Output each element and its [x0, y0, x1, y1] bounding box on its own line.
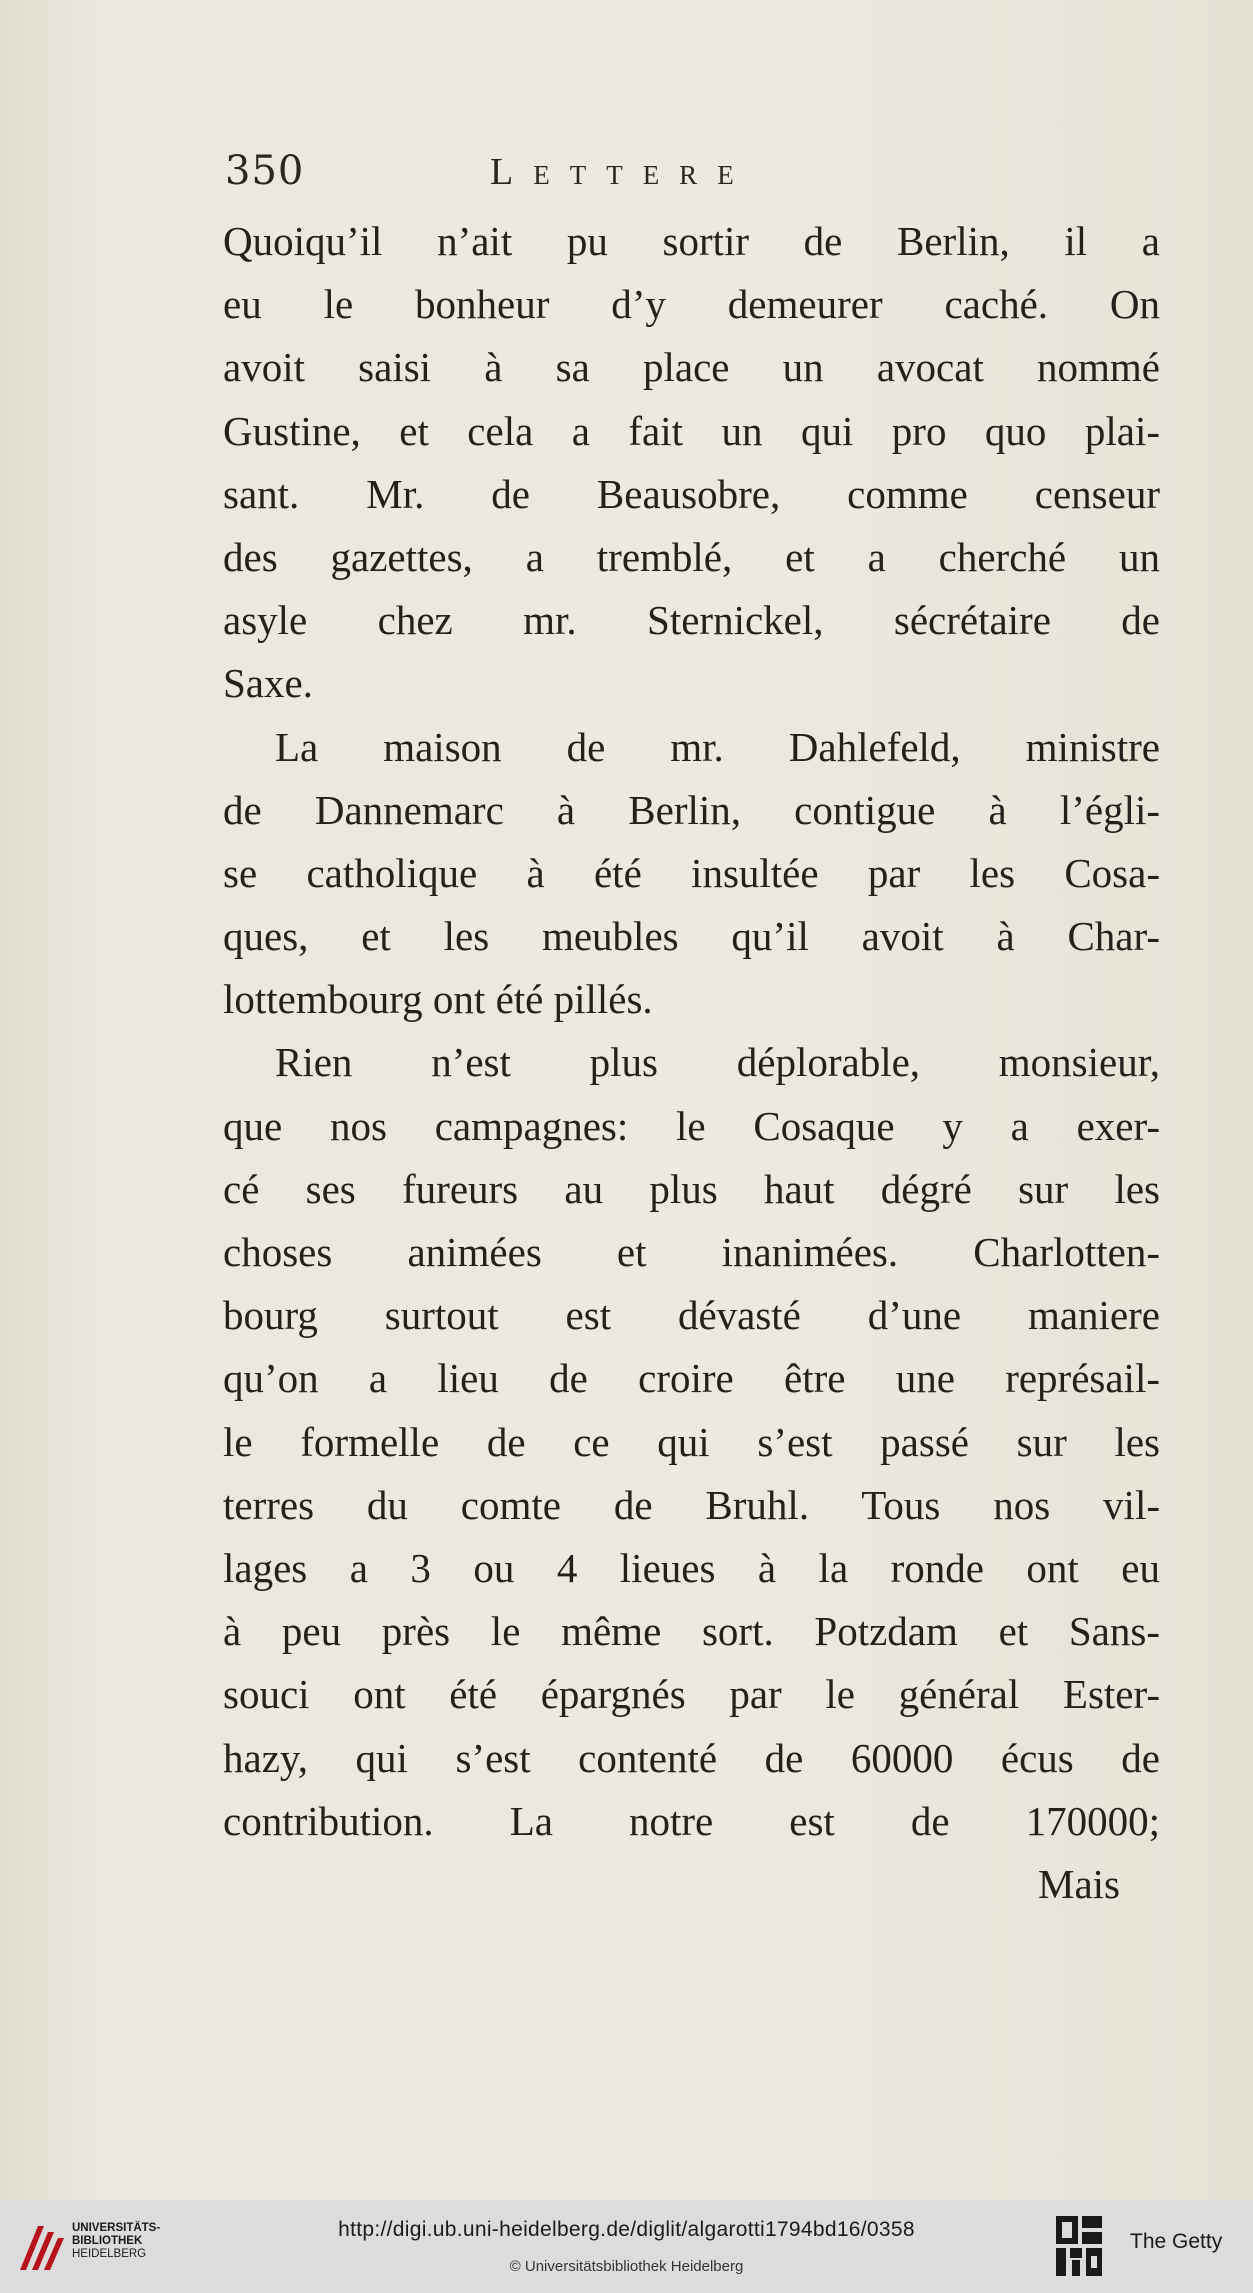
viewer-footer [0, 2200, 1253, 2293]
text-line: La maison de mr. Dahlefeld, ministre [275, 723, 1160, 770]
library-name-line3: HEIDELBERG [72, 2248, 147, 2260]
text-line: se catholique à été insultée par les Cosa- [223, 849, 1160, 896]
catchword: Mais [1038, 1860, 1120, 1907]
text-line: avoit saisi à sa place un avocat nommé [223, 344, 1160, 391]
text-line: souci ont été épargnés par le général Ester- [223, 1671, 1160, 1718]
library-name-line1: UNIVERSITÄTS- [72, 2222, 161, 2234]
text-line: à peu près le même sort. Potzdam et Sans- [223, 1608, 1160, 1655]
text-line: des gazettes, a tremblé, et a cherché un [223, 533, 1160, 580]
text-line: que nos campagnes: le Cosaque y a exer- [223, 1102, 1160, 1149]
text-line: Quoiqu’il n’ait pu sortir de Berlin, il a [223, 218, 1160, 264]
text-line: lottembourg ont été pillés. [223, 976, 653, 1023]
text-line: ques, et les meubles qu’il avoit à Char- [223, 913, 1160, 960]
paragraph-2 [223, 716, 1160, 1032]
text-line: terres du comte de Bruhl. Tous nos vil- [223, 1481, 1160, 1528]
text-line: bourg surtout est dévasté d’une maniere [223, 1292, 1160, 1339]
getty-logo [1054, 2212, 1106, 2282]
text-line: Rien n’est plus déplorable, monsieur, [275, 1039, 1160, 1086]
library-name-line2: BIBLIOTHEK [72, 2235, 143, 2247]
text-line: Saxe. [223, 660, 313, 707]
text-line: lages a 3 ou 4 lieues à la ronde ont eu [223, 1544, 1160, 1591]
text-line: contribution. La notre est de 170000; [223, 1797, 1160, 1844]
page-number: 350 [225, 148, 305, 194]
text-line: asyle chez mr. Sternickel, sécrétaire de [223, 597, 1160, 644]
running-head: Lettere [490, 151, 754, 193]
body-text [223, 210, 1160, 1916]
text-line: hazy, qui s’est contenté de 60000 écus de [223, 1734, 1160, 1781]
text-line: cé ses fureurs au plus haut dégré sur les [223, 1165, 1160, 1212]
text-line: qu’on a lieu de croire être une représail- [223, 1355, 1160, 1402]
text-line: Gustine, et cela a fait un qui pro quo plai- [223, 407, 1160, 454]
text-line: de Dannemarc à Berlin, contigue à l’égli- [223, 786, 1160, 833]
paragraph-3 [223, 1031, 1160, 1852]
getty-name: The Getty [1130, 2230, 1223, 2253]
page-header [225, 148, 1025, 208]
paragraph-1 [223, 210, 1160, 716]
permalink-url[interactable]: http://digi.ub.uni-heidelberg.de/diglit/algarotti1794bd16/0358 [338, 2218, 915, 2241]
copyright-notice: © Universitätsbibliothek Heidelberg [509, 2258, 744, 2275]
text-line: sant. Mr. de Beausobre, comme censeur [223, 470, 1160, 517]
text-line: eu le bonheur d’y demeurer caché. On [223, 281, 1160, 328]
text-line: choses animées et inanimées. Charlotten- [223, 1229, 1160, 1275]
text-line: le formelle de ce qui s’est passé sur les [223, 1418, 1160, 1465]
